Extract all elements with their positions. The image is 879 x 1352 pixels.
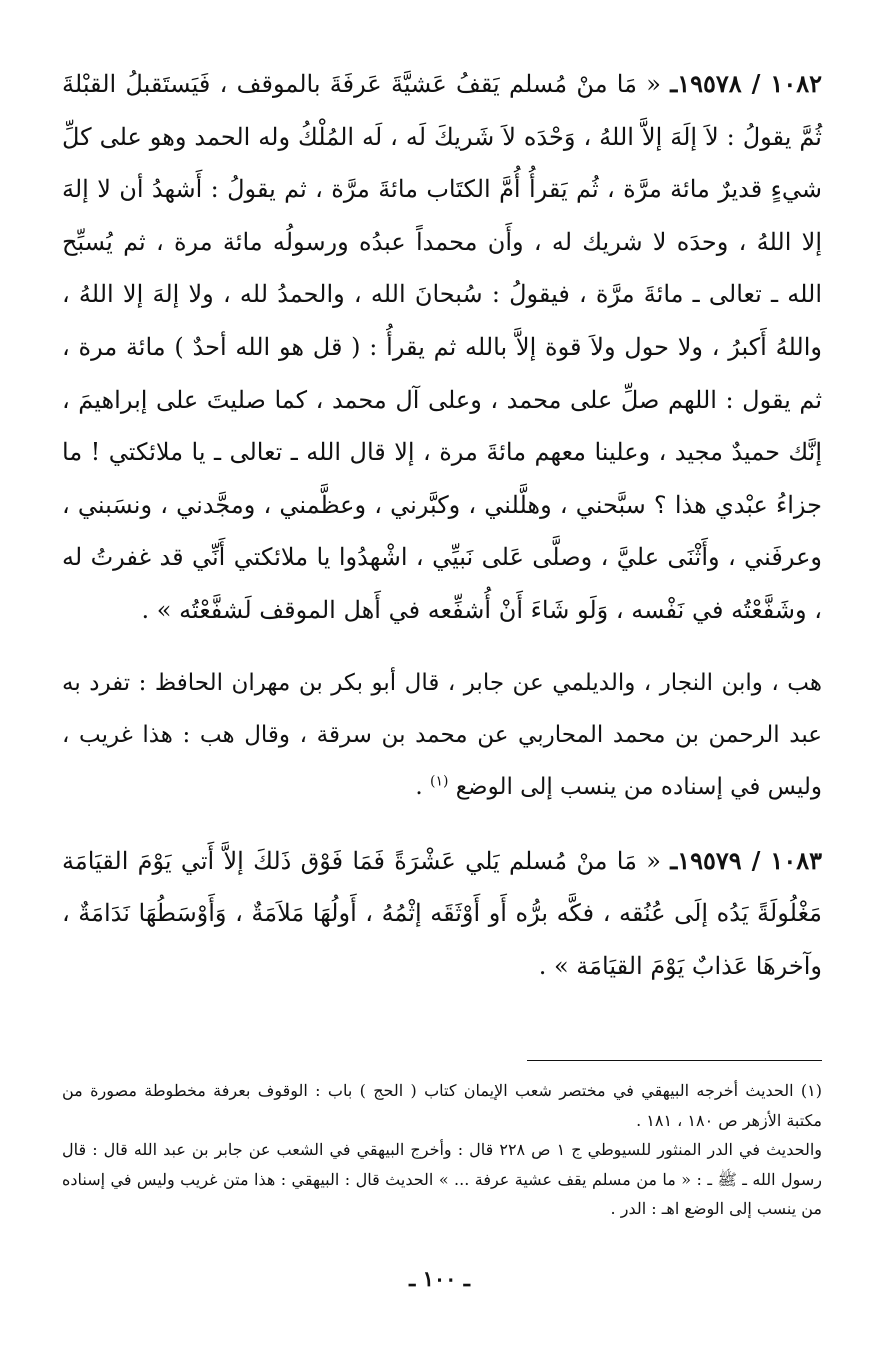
source-end: . <box>415 773 431 800</box>
hadith-number: ١٠٨٣ / ١٩٥٧٩ـ <box>670 845 822 875</box>
hadith-text: « مَا منْ مُسلم يَقفُ عَشيَّةَ عَرفَةَ بالموقف ، فَيَستَقبلُ القبْلةَ ثُمَّ يقولُ : لاَ إلَهَ إلاَّ اللهُ ، وَحْدَه لاَ شَريكَ لَه ، لَه المُلْكُ وله الحمد وهو على كلِّ شيءٍ قديرٌ مائة مرَّة ، ثُم يَقرأُ أُمَّ الكتَاب مائةَ مرَّة ، ثم يقولُ : أَشهدُ أن لا إلهَ إلا اللهُ ، وحدَه لا شريك له ، وأَن محمداً عبدُه ورسولُه مائة مرة ، ثم يُسبِّح الله ـ تعالى ـ مائةَ مرَّة ، فيقولُ : سُبحانَ الله ، والحمدُ لله ، ولا إلهَ إلا اللهُ ، واللهُ أَكبرُ ، ولا حول ولاَ قوة إلاَّ بالله ثم يقرأُ : ( قل هو الله أحدٌ ) مائة مرة ، ثم يقول : اللهم صلِّ على محمد ، وعلى آل محمد ، كما صليتَ على إبراهيمَ ، إنَّك حميدٌ مجيد ، وعلينا معهم مائةَ مرة ، إلا قال الله ـ تعالى ـ يا ملائكتي ! ما جزاءُ عبْدي هذا ؟ سبَّحني ، وهلَّلني ، وكبَّرني ، وعظَّمني ، ومجَّدني ، ونسَبني ، وعرفَني ، وأَثْنَى عليَّ ، وصلَّى عَلى نَبيِّي ، اشْهدُوا يا ملائكتي أَنِّي قد غفرتُ له ، وشَفَّعْتُه في نَفْسه ، وَلَو شَاءَ أَنْ أُشفِّعه في أَهل الموقف لَشفَّعْتُه » . <box>62 70 822 624</box>
source-text: هب ، وابن النجار ، والديلمي عن جابر ، قال أبو بكر بن مهران الحافظ : تفرد به عبد الرحمن بن محمد المحاربي عن محمد بن سرقة ، وقال هب : هذا غريب ، وليس في إسناده من ينسب إلى الوضع <box>62 669 823 800</box>
hadith-1083 <box>62 58 822 637</box>
footnote-1-continued: والحديث في الدر المنثور للسيوطي ج ١ ص ٢٢٨ قال : وأخرج البيهقي في الشعب عن جابر بن عبد الله قال : قال رسول الله ـ ﷺ ـ : « ما من مسلم يقف عشية عرفة ... » الحديث قال : البيهقي : هذا متن غريب وليس في إسناده من ينسب إلى الوضع اهـ : الدر . <box>62 1140 823 1218</box>
page-number: ـ ١٠٠ ـ <box>409 1266 470 1291</box>
hadith-number: ١٠٨٢ / ١٩٥٧٨ـ <box>670 69 822 98</box>
main-text <box>62 58 822 992</box>
hadith-text: « مَا منْ مُسلم يَلي عَشْرَةً فَمَا فَوْق ذَلكَ إلاَّ أَتي يَوْمَ القيَامَة مَغْلُولَةً يَدُه إلَى عُنُقه ، فكَّه برُّه أَو أَوْثَقَه إثْمُهُ ، أَولُهَا مَلاَمَةٌ ، وَأَوْسَطُهَا نَدَامَةٌ ، وآخرهَا عَذابٌ يَوْمَ القيَامَة » . <box>62 846 822 980</box>
footnote-divider <box>527 1060 822 1061</box>
hadith-1084 <box>62 835 822 993</box>
hadith-source <box>62 657 822 813</box>
footnote-reference[interactable]: (١) <box>430 772 449 789</box>
footnote-1: (١) الحديث أخرجه البيهقي في مختصر شعب الإيمان كتاب ( الحج ) باب : الوقوف بعرفة مخطوطة مصورة من مكتبة الأزهر ص ١٨٠ ، ١٨١ . <box>62 1081 823 1130</box>
footnotes <box>62 1076 822 1224</box>
